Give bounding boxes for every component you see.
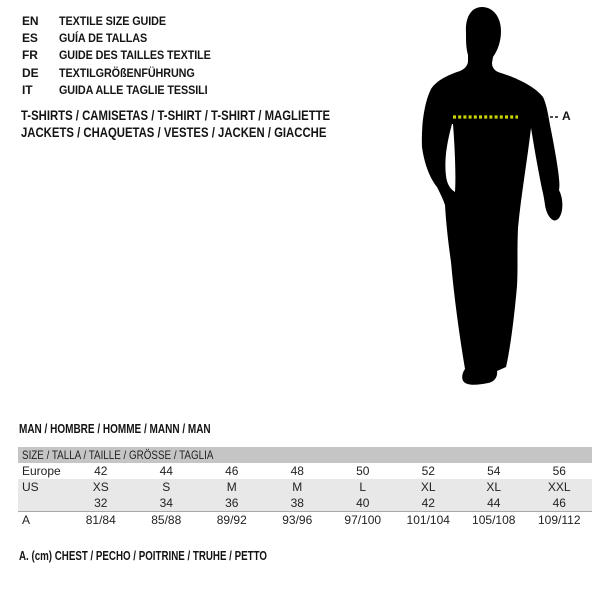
measurement-footnote: A. (cm) CHEST / PECHO / POITRINE / TRUHE / PETTO xyxy=(19,549,267,563)
garment-type-heading xyxy=(21,107,389,142)
lang-code: ES xyxy=(22,31,38,46)
lang-code: IT xyxy=(22,82,33,97)
table-cell: XS xyxy=(92,480,109,494)
lang-row-it xyxy=(22,82,228,99)
table-cell: 46 xyxy=(225,464,239,478)
table-cell: 50 xyxy=(356,464,370,478)
table-cell: 97/100 xyxy=(344,513,382,527)
table-cell: 34 xyxy=(159,496,173,510)
table-cell: 105/108 xyxy=(472,513,516,527)
table-cell: 93/96 xyxy=(282,513,313,527)
row-label xyxy=(18,495,68,511)
garment-line-tshirts: T-SHIRTS / CAMISETAS / T-SHIRT / T-SHIRT / MAGLIETTE xyxy=(21,108,331,123)
table-cell: 56 xyxy=(552,464,566,478)
lang-label: GUÍA DE TALLAS xyxy=(59,31,148,46)
measurement-label-a: A xyxy=(562,109,571,123)
lang-code: EN xyxy=(22,14,39,28)
lang-label: GUIDE DES TAILLES TEXTILE xyxy=(59,48,211,63)
lang-row-en xyxy=(22,13,228,30)
lang-row-fr xyxy=(22,47,228,64)
table-cell: 44 xyxy=(159,464,173,478)
language-guide-list xyxy=(22,13,228,99)
table-cell: M xyxy=(292,480,303,494)
table-row-us-numeric xyxy=(18,495,592,512)
table-cell: 38 xyxy=(290,496,304,510)
table-cell: 109/112 xyxy=(538,513,581,527)
lang-label: TEXTILGRÖßENFÜHRUNG xyxy=(59,65,195,80)
man-silhouette-figure xyxy=(415,0,600,400)
garment-line-jackets: JACKETS / CHAQUETAS / VESTES / JACKEN / GIACCHE xyxy=(21,125,327,141)
table-cell: 46 xyxy=(552,496,566,510)
table-cell: XL xyxy=(486,480,502,494)
lang-code: FR xyxy=(22,48,38,63)
row-label: A xyxy=(22,513,31,527)
lang-row-es xyxy=(22,30,228,47)
table-row-chest-a xyxy=(18,512,592,528)
table-cell: 36 xyxy=(225,496,239,510)
table-cell: 40 xyxy=(356,496,370,510)
table-cell: 42 xyxy=(421,496,435,510)
table-row-europe xyxy=(18,463,592,479)
lang-label: TEXTILE SIZE GUIDE xyxy=(59,14,167,28)
size-table-header: SIZE / TALLA / TAILLE / GRÖSSE / TAGLIA xyxy=(18,447,592,463)
table-cell: 81/84 xyxy=(85,513,116,527)
table-cell: M xyxy=(226,480,237,494)
table-cell: 44 xyxy=(487,496,501,510)
row-label: Europe xyxy=(22,464,61,478)
table-row-us xyxy=(18,479,592,495)
table-cell: XL xyxy=(420,480,436,494)
lang-code: DE xyxy=(22,65,39,80)
table-cell: 32 xyxy=(94,496,108,510)
table-cell: L xyxy=(359,480,367,494)
size-table xyxy=(18,447,592,528)
table-cell: 85/88 xyxy=(151,513,182,527)
table-cell: 48 xyxy=(290,464,304,478)
row-label: US xyxy=(22,480,39,494)
section-title-man: MAN / HOMBRE / HOMME / MANN / MAN xyxy=(19,422,211,436)
table-cell: 54 xyxy=(487,464,501,478)
lang-row-de xyxy=(22,65,228,82)
table-cell: 52 xyxy=(421,464,435,478)
table-cell: 101/104 xyxy=(406,513,450,527)
table-cell: 89/92 xyxy=(216,513,247,527)
lang-label: GUIDA ALLE TAGLIE TESSILI xyxy=(59,82,208,97)
table-cell: XXL xyxy=(547,480,571,494)
man-silhouette-shape xyxy=(422,7,563,385)
table-cell: 42 xyxy=(94,464,108,478)
table-cell: S xyxy=(162,480,171,494)
